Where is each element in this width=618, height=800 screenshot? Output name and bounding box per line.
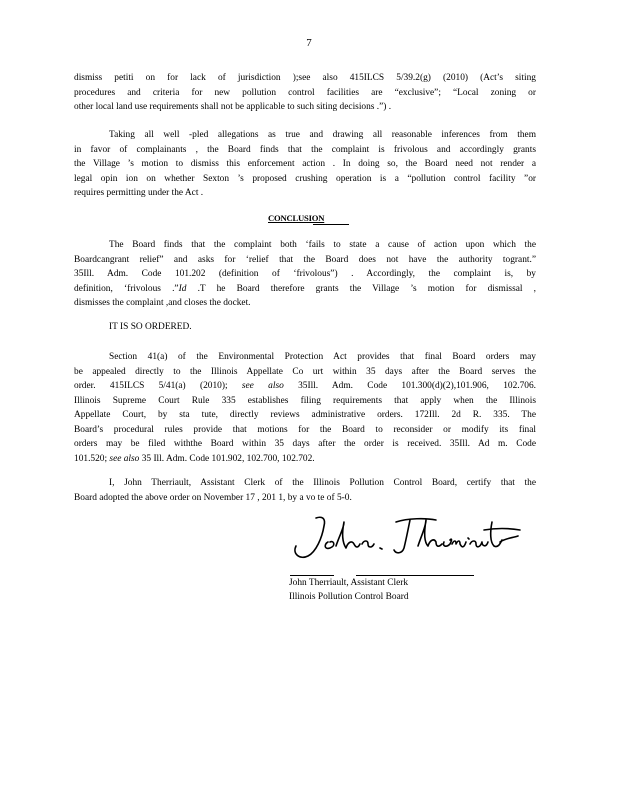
citation-id: Id xyxy=(178,283,187,294)
page-number: 7 xyxy=(306,37,312,49)
text-line: the Village ’s motion to dismiss this enforcement action . In doing so, the Board need not render a xyxy=(74,159,536,169)
text-fragment: definition, ‘frivolous .” xyxy=(74,283,179,294)
text-line: legal opin ion on whether Sexton ’s proposed crushing operation is a “pollution control facility ”or xyxy=(74,173,536,184)
see-also: see also xyxy=(109,453,140,464)
signature-line xyxy=(356,575,474,576)
text-fragment: order. 415ILCS 5/41(a) (2010); xyxy=(74,381,242,391)
conclusion-heading: CONCLUSION xyxy=(268,213,325,223)
paragraph-conclusion xyxy=(74,238,536,311)
text-fragment: 35 Ill. Adm. Code 101.902, 102.700, 102.702. xyxy=(139,453,315,464)
text-line: procedures and criteria for new pollution control facilities are “exclusive”; “Local zoning or xyxy=(74,87,536,98)
signer-name: John Therriault, Assistant Clerk xyxy=(289,578,409,588)
text-line: be appealed directly to the Illinois Appellate Co urt within 35 days after the Board serves the xyxy=(74,366,536,377)
signer-organization: Illinois Pollution Control Board xyxy=(289,592,409,602)
signature-image xyxy=(286,508,526,568)
text-line: The Board finds that the complaint both ‘fails to state a cause of action upon which the xyxy=(109,240,536,250)
text-line: dismiss petiti on for lack of jurisdiction );see also 415ILCS 5/39.2(g) (2010) (Act’s siting xyxy=(74,73,536,83)
text-fragment: 101.520; xyxy=(74,453,110,464)
text-line: in favor of complainants , the Board finds that the complaint is frivolous and accordingly grants xyxy=(74,144,536,155)
paragraph-jurisdiction xyxy=(74,71,536,115)
text-line xyxy=(74,379,536,394)
text-line: Board’s procedural rules provide that motions for the Board to reconsider or modify its final xyxy=(74,424,536,435)
text-line xyxy=(74,452,536,467)
paragraph-certification xyxy=(74,476,536,505)
text-line: requires permitting under the Act . xyxy=(74,188,204,198)
so-ordered: IT IS SO ORDERED. xyxy=(109,322,192,332)
heading-underline xyxy=(313,224,349,225)
text-line: 35Ill. Adm. Code 101.202 (definition of ‘frivolous”) . Accordingly, the complaint is, by xyxy=(74,269,536,279)
text-line: Board adopted the above order on November 17 , 201 1, by a vo te of 5-0. xyxy=(74,492,352,503)
text-line xyxy=(74,282,536,297)
text-line: Appellate Court, by sta tute, directly reviews administrative orders. 172Ill. 2d R. 335. The xyxy=(74,410,536,420)
text-line: dismisses the complaint ,and closes the docket. xyxy=(74,298,251,308)
signature-line xyxy=(290,575,334,576)
see-also: see also xyxy=(241,381,284,391)
text-line: Boardcangrant relief” and asks for ‘relief that the Board does not have the authority togrant.” xyxy=(74,254,536,265)
text-line: Illinois Supreme Court Rule 335 establishes filing requirements that apply when the Illinois xyxy=(74,395,536,406)
text-fragment: .T he Board therefore grants the Village ’s motion for dismissal , xyxy=(186,283,536,294)
text-line: Taking all well -pled allegations as true and drawing all reasonable inferences from them xyxy=(109,130,536,140)
text-fragment: 35Ill. Adm. Code 101.300(d)(2),101.906, 102.706. xyxy=(283,381,536,391)
text-line: other local land use requirements shall not be applicable to such siting decisions .”) . xyxy=(74,102,392,112)
paragraph-appeal xyxy=(74,350,536,466)
text-line: I, John Therriault, Assistant Clerk of the Illinois Pollution Control Board, certify that the xyxy=(109,478,536,488)
paragraph-allegations xyxy=(74,128,536,201)
text-line: Section 41(a) of the Environmental Protection Act provides that final Board orders may xyxy=(109,352,536,362)
text-line: orders may be filed withthe Board within 35 days after the order is received. 35Ill. Ad m. Code xyxy=(74,439,536,449)
